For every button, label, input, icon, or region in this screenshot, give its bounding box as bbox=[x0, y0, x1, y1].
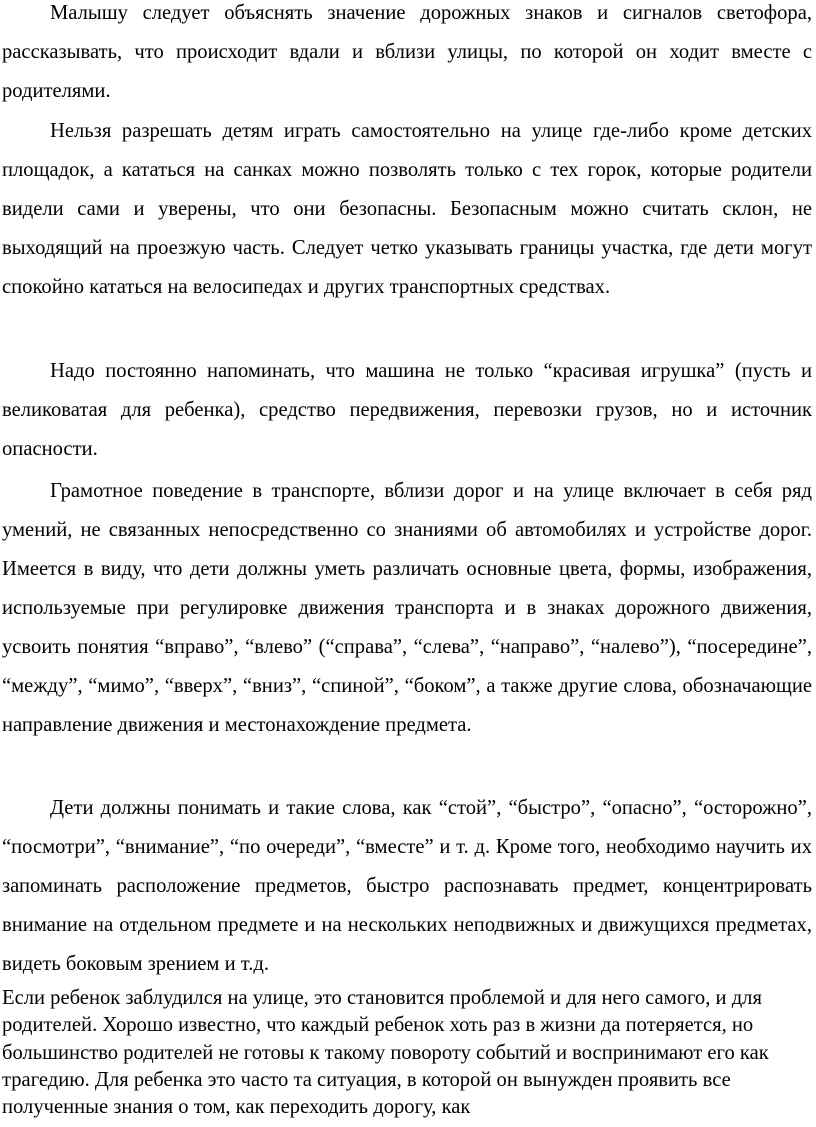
paragraph-1: Малышу следует объяснять значение дорожных знаков и сигналов светофора, рассказывать, что происходит вдали и вблизи улицы, по которой он ходит вместе с родителями. bbox=[2, 2, 812, 102]
paragraph-4: Грамотное поведение в транспорте, вблизи дорог и на улице включает в себя ряд умений, не связанных непосредственно со знаниями об автомобилях и устройстве дорог. Имеется в виду, что дети должны уметь различать основные цвета, формы, изображения, используемые при регулировке движения транспорта и в знаках дорожного движения, усвоить понятия “вправо”, “влево” (“справа”, “слева”, “направо”, “налево”), “посередине”, “между”, “мимо”, “вверх”, “вниз”, “спиной”, “боком”, а также другие слова, обозначающие направление движения и местонахождение предмета. bbox=[2, 480, 812, 736]
paragraph-6: Если ребенок заблудился на улице, это становится проблемой и для него самого, и для родителей. Хорошо известно, что каждый ребенок хоть раз в жизни да потеряется, но большинство родителей не готовы к такому повороту событий и воспринимают его как трагедию. Для ребенка это часто та ситуация, в которой он вынужден проявить все полученные знания о том, как переходить дорогу, как bbox=[2, 987, 769, 1119]
paragraph-3: Надо постоянно напоминать, что машина не только “красивая игрушка” (пусть и великоватая для ребенка), средство передвижения, перевозки грузов, но и источник опасности. bbox=[2, 360, 812, 460]
paragraph-5: Дети должны понимать и такие слова, как “стой”, “быстро”, “опасно”, “осторожно”, “посмотри”, “внимание”, “по очереди”, “вместе” и т. д. Кроме того, необходимо научить их запоминать расположение предметов, быстро распознавать предмет, концентрировать внимание на отдельном предмете и на нескольких неподвижных и движущихся предметах, видеть боковым зрением и т.д. bbox=[2, 797, 812, 975]
paragraph-2: Нельзя разрешать детям играть самостоятельно на улице где-либо кроме детских площадок, а кататься на санках можно позволять только с тех горок, которые родители видели сами и уверены, что они безопасны. Безопасным можно считать склон, не выходящий на проезжую часть. Следует четко указывать границы участка, где дети могут спокойно кататься на велосипедах и других транспортных средствах. bbox=[2, 120, 812, 298]
